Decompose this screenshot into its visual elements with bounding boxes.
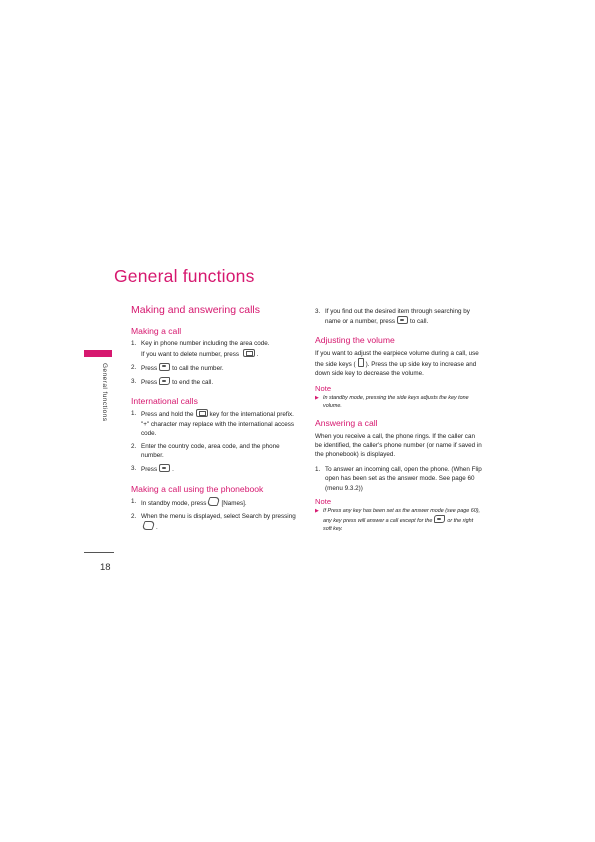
step-number: 1.: [315, 466, 321, 474]
step-number: 1.: [131, 340, 137, 348]
step-text: .: [172, 466, 174, 474]
send-key-icon: [397, 316, 408, 324]
end-key-icon: [434, 515, 445, 523]
making-call-heading: Making a call: [131, 326, 182, 337]
step-text: Press: [141, 364, 158, 372]
step-text: key for the international prefix. "+" character may replace with the international access code.: [141, 411, 295, 437]
step-number: 2.: [131, 443, 137, 451]
phonebook-step-2: [131, 512, 299, 532]
step-text: Press: [141, 379, 158, 387]
send-key-icon: [159, 464, 170, 472]
international-calls-heading: International calls: [131, 396, 198, 407]
answering-paragraph: When you receive a call, the phone rings. If the caller can be identified, the caller's phone number (or name if saved in the phonebook) is displayed.: [315, 432, 482, 459]
paragraph-text: ). Press the up side key to increase and down side key to decrease the volume.: [315, 360, 477, 378]
step-text: To answer an incoming call, open the phone. (When Flip open has been set as the answer mode. See page 60 (menu 9.3.2)): [325, 466, 482, 492]
step-text: to call.: [410, 318, 429, 326]
zero-key-icon: [196, 409, 208, 417]
side-keys-icon: [358, 358, 364, 367]
footer-rule: [84, 552, 114, 553]
making-call-step-3: [131, 377, 299, 387]
note-arrow-icon: ▶: [315, 395, 319, 402]
making-call-step-1: [131, 339, 299, 358]
note-text: If Press any key has been set as the answer mode (see page 60), any key press will answer a call except for the: [323, 508, 481, 525]
phonebook-step-3: [315, 307, 483, 326]
step-text: to call the number.: [172, 364, 224, 372]
international-step-2: [131, 442, 299, 460]
step-text: [Names].: [221, 499, 247, 507]
step-number: 1.: [131, 410, 137, 418]
note-answer-mode: [315, 507, 483, 533]
step-text: .: [256, 350, 259, 358]
step-number: 3.: [315, 308, 321, 315]
step-text: to end the call.: [172, 379, 214, 387]
step-number: 2.: [131, 513, 137, 521]
paragraph-text: If you want to adjust the earpiece volume during a call, use the side keys (: [315, 349, 479, 368]
note-text: or the right soft key.: [323, 518, 474, 533]
note-volume: [315, 394, 483, 410]
right-column: [315, 307, 483, 533]
end-key-icon: [159, 377, 170, 385]
chapter-title: General functions: [114, 266, 255, 286]
right-soft-key-icon: [207, 497, 221, 506]
step-number: 3.: [131, 378, 137, 386]
volume-paragraph: [315, 349, 483, 379]
section-title: Making and answering calls: [131, 304, 260, 316]
phonebook-step-1: [131, 497, 299, 508]
step-number: 3.: [131, 465, 137, 473]
chapter-side-tab: [84, 350, 112, 357]
left-soft-key-icon: [141, 521, 155, 530]
answering-step-1: [315, 465, 483, 493]
step-number: 1.: [131, 497, 137, 505]
send-key-icon: [159, 363, 170, 371]
step-text: Enter the country code, area code, and the phone number.: [141, 443, 280, 460]
step-text: Key in phone number including the area code.: [141, 340, 270, 348]
volume-heading: Adjusting the volume: [315, 335, 395, 346]
note-arrow-icon: ▶: [315, 508, 319, 515]
international-step-3: [131, 464, 299, 474]
phonebook-call-heading: Making a call using the phonebook: [131, 483, 264, 494]
answering-heading: Answering a call: [315, 418, 378, 429]
step-text: If you find out the desired item through searching by name or a number, press: [325, 308, 470, 326]
step-number: 2.: [131, 363, 137, 371]
international-step-1: [131, 409, 299, 438]
step-text: When the menu is displayed, select Search by pressing: [141, 513, 296, 521]
note-label: Note: [315, 384, 332, 394]
step-text: In standby mode, press: [141, 499, 207, 507]
note-label: Note: [315, 496, 332, 506]
left-column: [131, 306, 299, 536]
chapter-side-label: General functions: [101, 363, 108, 422]
step-text: If you want to delete number, press: [141, 350, 240, 358]
step-text: Press and hold the: [141, 411, 194, 419]
step-text: .: [156, 524, 158, 532]
clear-key-icon: [243, 349, 255, 357]
note-text: In standby mode, pressing the side keys adjusts the key tone volume.: [323, 395, 469, 410]
making-call-step-2: [131, 363, 299, 373]
page-number: 18: [100, 562, 111, 573]
step-text: Press: [141, 466, 158, 474]
